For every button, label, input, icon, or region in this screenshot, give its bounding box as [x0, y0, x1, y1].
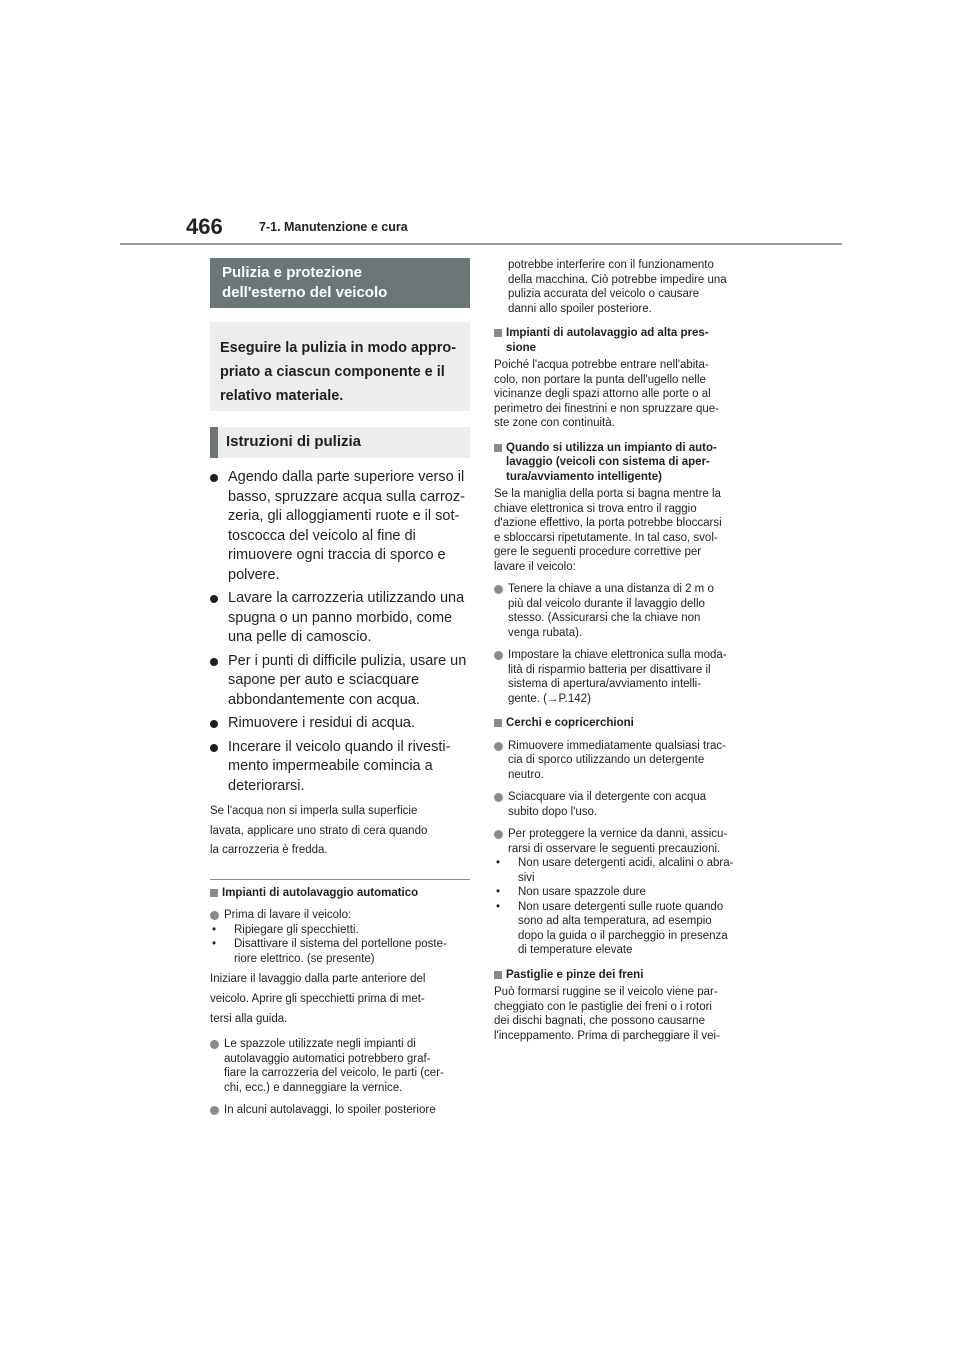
line: e sbloccarsi ripetutamente. In tal caso, svol-: [494, 531, 718, 544]
line: Non usare detergenti sulle ruote quando: [518, 900, 724, 913]
line: cheggiato con le pastiglie dei freni o i rotori: [494, 1000, 712, 1013]
line: cia di sporco utilizzando un detergente: [508, 754, 705, 766]
line: zeria, gli alloggiamenti ruote e il sot-: [228, 508, 460, 524]
circle-bullet-icon: [210, 1040, 219, 1049]
list-item: [494, 648, 752, 706]
page-reference-link[interactable]: gente. (→P.142): [508, 692, 591, 705]
bullet-dot-icon: [210, 595, 218, 603]
line: Le spazzole utilizzate negli impianti di: [224, 1038, 416, 1050]
circle-bullet-icon: [494, 830, 503, 839]
line: della macchina. Ciò potrebbe impedire una: [508, 273, 727, 286]
line: di temperature elevate: [518, 944, 633, 956]
line: deteriorarsi.: [228, 777, 305, 794]
line: venga rubata).: [508, 626, 583, 639]
line: Per i punti di difficile pulizia, usare un: [228, 652, 467, 669]
line: colo, non portare la punta dell'ugello nelle: [494, 373, 706, 386]
auto-wash-heading: [210, 886, 470, 901]
list-item: [210, 738, 470, 797]
line: spugna o un panno morbido, come: [228, 609, 453, 626]
intro-line: relativo materiale.: [220, 388, 344, 404]
list-item: [210, 908, 470, 923]
line: In alcuni autolavaggi, lo spoiler posteriore: [224, 1104, 436, 1116]
list-item: [494, 582, 752, 640]
line: Tenere la chiave a una distanza di 2 m o: [508, 583, 714, 595]
small-bullet-icon: •: [496, 857, 501, 869]
line: dei dischi bagnati, che possono causarne: [494, 1015, 705, 1027]
line: Ripiegare gli specchietti.: [234, 923, 359, 936]
line: Non usare detergenti acidi, alcalini o abra-: [518, 857, 734, 869]
line: rarsi di osservare le seguenti precauzioni.: [508, 842, 721, 855]
start-paragraph: [210, 969, 470, 1029]
line: d'azione effettivo, la porta potrebbe bloccarsi: [494, 517, 722, 529]
line: sono ad alta temperatura, ad esempio: [518, 915, 712, 927]
list-item: [210, 714, 470, 734]
line: Prima di lavare il veicolo:: [224, 909, 352, 921]
line: neutro.: [508, 768, 544, 781]
cleaning-instructions-heading: Istruzioni di pulizia: [210, 427, 470, 458]
list-item: [210, 589, 470, 648]
list-item: [210, 652, 470, 711]
line: una pelle di camoscio.: [228, 629, 372, 645]
line: rimuovere ogni traccia di sporco e: [228, 547, 446, 563]
line: subito dopo l'uso.: [508, 805, 598, 818]
intro-line: Eseguire la pulizia in modo appro-: [220, 340, 457, 356]
small-bullet-icon: •: [212, 938, 217, 950]
bullet-dot-icon: [210, 474, 218, 482]
square-bullet-icon: [494, 971, 502, 979]
high-pressure-paragraph: [494, 358, 752, 431]
line: Sciacquare via il detergente con acqua: [508, 791, 707, 803]
list-item: [494, 856, 752, 885]
square-bullet-icon: [494, 329, 502, 337]
cleaning-list: [210, 468, 470, 796]
line: Incerare il veicolo quando il rivesti-: [228, 738, 451, 755]
line: chi, ecc.) e danneggiare la vernice.: [224, 1081, 403, 1094]
line: autolavaggio automatici potrebbero graf-: [224, 1052, 431, 1065]
circle-bullet-icon: [494, 585, 503, 594]
bullet-dot-icon: [210, 744, 218, 752]
line: Lavare la carrozzeria utilizzando una: [228, 590, 465, 606]
small-bullet-icon: •: [496, 900, 501, 913]
heading-text: Cerchi e copricerchioni: [506, 717, 634, 729]
list-item: [494, 885, 752, 900]
intro-box: [210, 322, 470, 411]
line: Iniziare il lavaggio dalla parte anteriore del: [210, 973, 426, 985]
heading-text: lavaggio (veicoli con sistema di aper-: [506, 456, 710, 468]
line: lità di risparmio batteria per disattivare il: [508, 663, 711, 676]
line: sivi: [518, 871, 535, 884]
heading-text: Pastiglie e pinze dei freni: [506, 968, 644, 981]
line: lavare il veicolo:: [494, 560, 576, 573]
list-item: [494, 790, 752, 819]
line: pulizia accurata del veicolo o causare: [508, 288, 700, 300]
heading-text: Impianti di autolavaggio automatico: [222, 886, 419, 899]
line: fiare la carrozzeria del veicolo, le parti (cer-: [224, 1067, 444, 1079]
list-item: [210, 1037, 470, 1095]
circle-bullet-icon: [210, 1106, 219, 1115]
line: Se l'acqua non si imperla sulla superficie: [210, 805, 418, 817]
line: riore elettrico. (se presente): [234, 952, 375, 965]
square-bullet-icon: [494, 719, 502, 727]
chapter-title-box: [210, 258, 470, 308]
line: sistema di apertura/avviamento intelli-: [508, 678, 702, 690]
list-item: [210, 937, 470, 966]
list-item: [210, 1103, 470, 1118]
chapter-title-line: dell'esterno del veicolo: [222, 284, 388, 301]
circle-bullet-icon: [494, 742, 503, 751]
line: polvere.: [228, 566, 280, 583]
line: la carrozzeria è fredda.: [210, 844, 328, 856]
small-bullet-icon: •: [496, 886, 501, 898]
line: Per proteggere la vernice da danni, assicu-: [508, 828, 728, 840]
spoiler-continuation: [494, 258, 752, 316]
page-header: [0, 0, 960, 250]
line: stesso. (Assicurarsi che la chiave non: [508, 612, 701, 624]
line: potrebbe interferire con il funzionamento: [508, 259, 714, 271]
brakes-paragraph: [494, 985, 752, 1043]
list-item: [494, 739, 752, 783]
square-bullet-icon: [494, 444, 502, 452]
line: ste zone con continuità.: [494, 417, 615, 429]
line: vicinanze degli spazi attorno alle porte o al: [494, 388, 711, 400]
line: lavata, applicare uno strato di cera quando: [210, 824, 428, 837]
line: Se la maniglia della porta si bagna mentre la: [494, 488, 721, 500]
small-bullet-icon: •: [212, 923, 217, 936]
line: gere le seguenti procedure correttive per: [494, 546, 702, 558]
square-bullet-icon: [210, 889, 218, 897]
heading-text: tura/avviamento intelligente): [506, 470, 662, 483]
line: Rimuovere i residui di acqua.: [228, 715, 415, 731]
header-rule: [120, 243, 842, 245]
heading-text: Quando si utilizza un impianto di auto-: [506, 441, 717, 454]
list-item: [210, 923, 470, 938]
line: toscocca del veicolo al fine di: [228, 527, 416, 544]
smart-key-paragraph: [494, 487, 752, 574]
page-number: 466: [186, 214, 223, 239]
line: mento impermeabile comincia a: [228, 758, 433, 774]
circle-bullet-icon: [494, 651, 503, 660]
line: Rimuovere immediatamente qualsiasi trac-: [508, 739, 726, 752]
line: Può formarsi ruggine se il veicolo viene par-: [494, 986, 718, 998]
bullet-dot-icon: [210, 658, 218, 666]
line: Poiché l'acqua potrebbe entrare nell'abita-: [494, 359, 709, 371]
section-divider: [210, 879, 470, 880]
right-column: [494, 258, 752, 1043]
line: Disattivare il sistema del portellone poste-: [234, 938, 447, 950]
circle-bullet-icon: [494, 793, 503, 802]
bullet-dot-icon: [210, 720, 218, 728]
line: chiave elettronica si trova entro il raggio: [494, 502, 697, 515]
list-item: [494, 900, 752, 958]
intro-line: priato a ciascun componente e il: [220, 364, 445, 380]
line: perimetro dei finestrini e non spruzzare que-: [494, 402, 720, 415]
chapter-title-line: Pulizia e protezione: [222, 264, 363, 281]
smart-key-wash-heading: [494, 441, 752, 485]
list-item: [494, 827, 752, 856]
section-title: 7-1. Manutenzione e cura: [259, 220, 408, 234]
line: abbondantemente con acqua.: [228, 691, 420, 708]
line: sapone per auto e sciacquare: [228, 672, 420, 688]
line: dopo la guida o il parcheggio in presenza: [518, 929, 728, 942]
high-pressure-heading: [494, 326, 752, 355]
line: Agendo dalla parte superiore verso il: [228, 469, 465, 485]
line: l'inceppamento. Prima di parcheggiare il vei-: [494, 1029, 720, 1042]
line: danni allo spoiler posteriore.: [508, 302, 652, 315]
list-item: [210, 468, 470, 585]
wax-note: [210, 802, 470, 861]
line: più dal veicolo durante il lavaggio dello: [508, 597, 705, 610]
wheels-heading: [494, 716, 752, 731]
brakes-heading: [494, 968, 752, 983]
heading-text: sione: [506, 341, 537, 354]
heading-text: Impianti di autolavaggio ad alta pres-: [506, 327, 709, 339]
line: veicolo. Aprire gli specchietti prima di met-: [210, 993, 425, 1005]
left-column: [210, 258, 470, 1118]
circle-bullet-icon: [210, 911, 219, 920]
line: Non usare spazzole dure: [518, 886, 646, 898]
line: Impostare la chiave elettronica sulla moda-: [508, 649, 727, 661]
line: basso, spruzzare acqua sulla carroz-: [228, 488, 465, 505]
line: tersi alla guida.: [210, 1013, 288, 1025]
